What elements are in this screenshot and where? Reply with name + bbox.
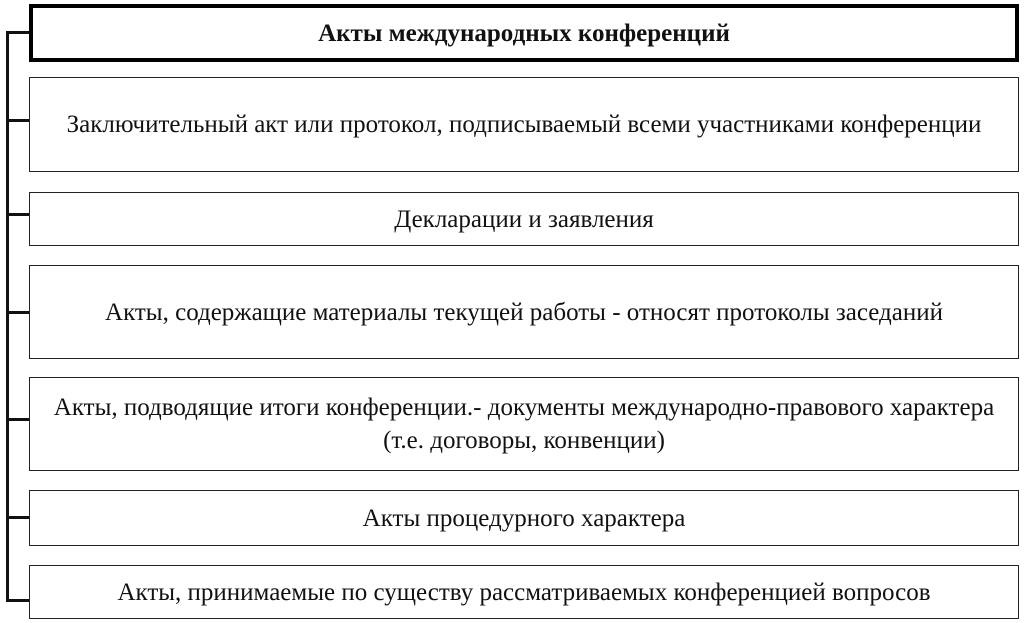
branch-line-1 xyxy=(6,119,30,122)
item-box-current-work xyxy=(29,265,1019,359)
branch-line-2 xyxy=(6,213,30,216)
item-box-procedural xyxy=(29,490,1019,546)
diagram-title-box xyxy=(29,4,1019,62)
branch-line-5 xyxy=(6,516,30,519)
item-box-declarations xyxy=(29,192,1019,246)
item-text-declarations: Декларации и заявления xyxy=(394,205,654,233)
item-text-final-act: Заключительный акт или протокол, подписываемый всеми участниками конференции xyxy=(66,111,982,138)
item-text-procedural: Акты процедурного характера xyxy=(362,504,686,532)
diagram-title: Акты международных конференций xyxy=(318,19,730,47)
item-text-results: Акты, подводящие итоги конференции.- документы международно-правового характера (т.е. договоры, конвенции) xyxy=(53,394,995,454)
item-text-substantive: Акты, принимаемые по существу рассматриваемых конференцией вопросов xyxy=(117,578,931,606)
branch-line-6 xyxy=(6,599,30,602)
item-box-final-act xyxy=(29,77,1019,172)
branch-line-4 xyxy=(6,418,30,421)
item-box-substantive xyxy=(29,565,1019,619)
branch-line-title xyxy=(6,31,30,34)
branch-line-3 xyxy=(6,311,30,314)
item-box-results xyxy=(29,377,1019,471)
item-text-current-work: Акты, содержащие материалы текущей работы - относят протоколы заседаний xyxy=(105,298,943,326)
